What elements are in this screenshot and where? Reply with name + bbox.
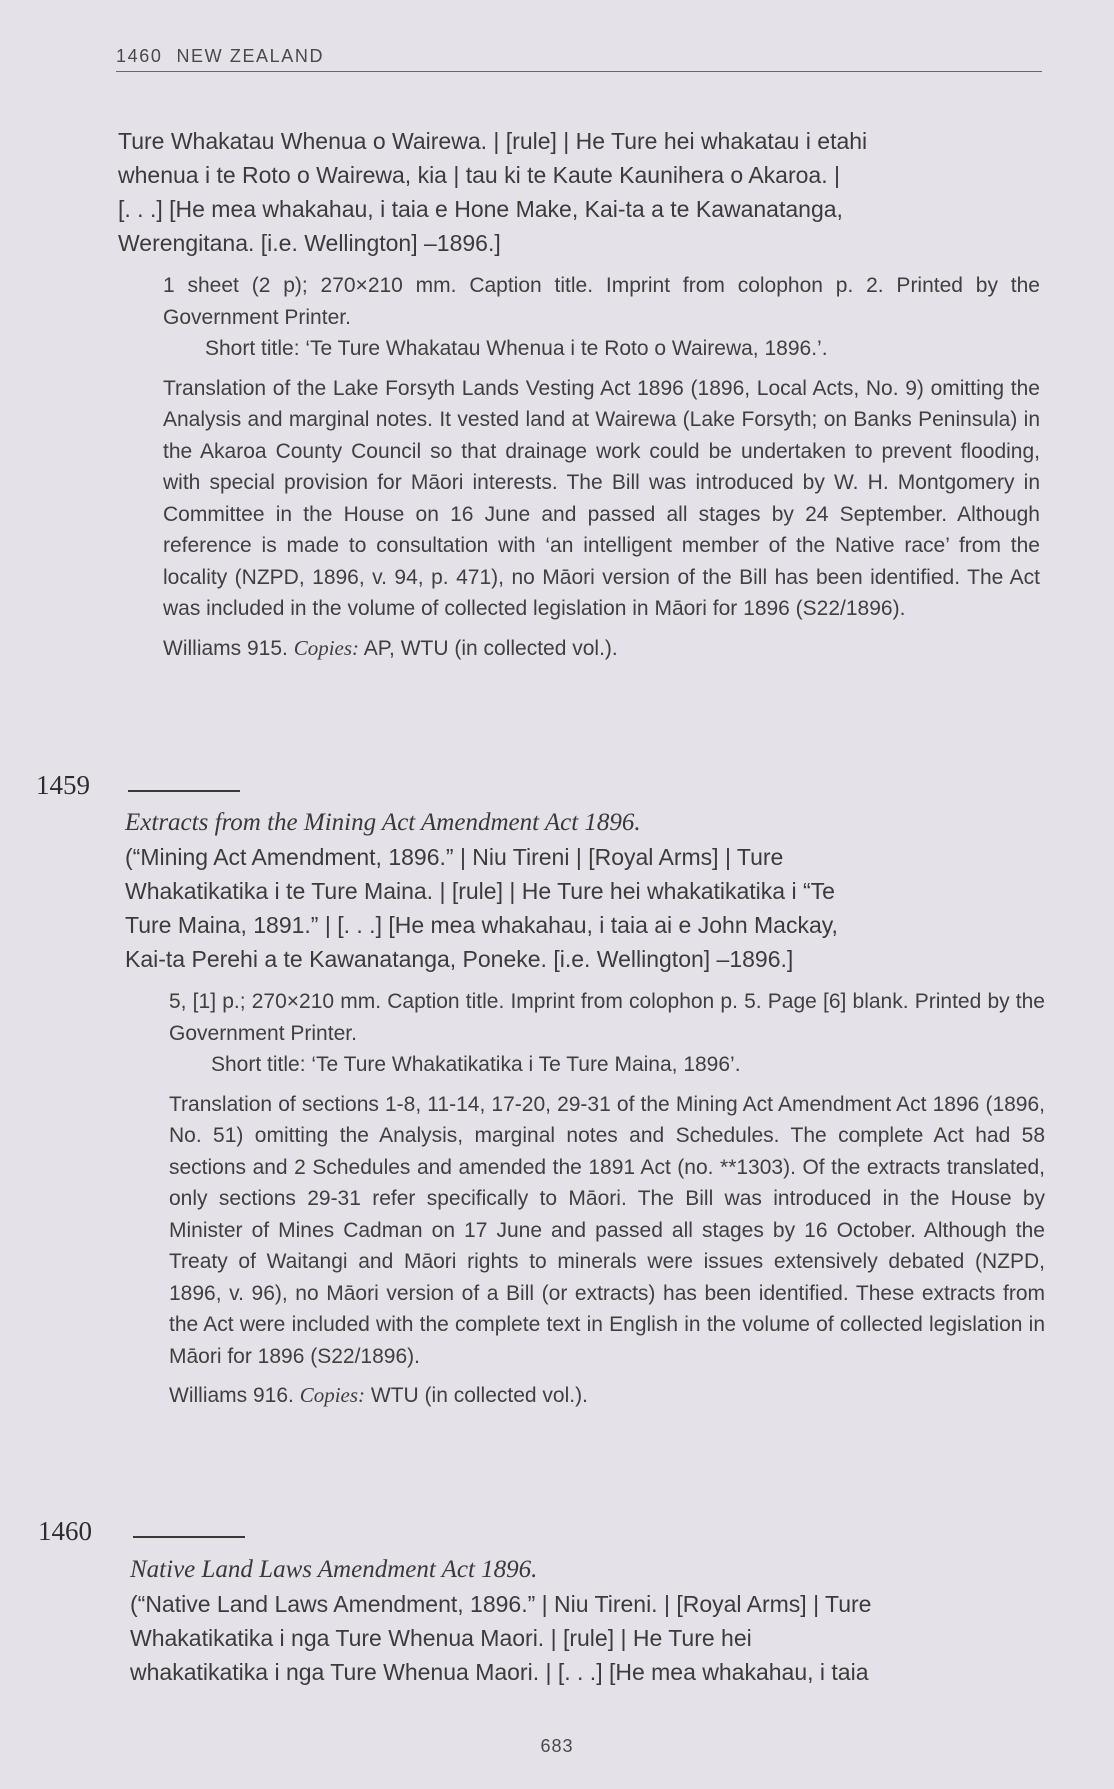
copies-reference: Williams 915. xyxy=(163,636,288,660)
entry-1459-title-block xyxy=(125,806,1045,976)
entry-rule xyxy=(133,1536,245,1538)
entry-title: Extracts from the Mining Act Amendment Act 1896. xyxy=(125,809,641,836)
copies-holdings: WTU (in collected vol.). xyxy=(370,1384,588,1407)
short-title: Short title: ‘Te Ture Whakatikatika i Te Ture Maina, 1896’. xyxy=(211,1053,741,1076)
continued-entry-description xyxy=(163,270,1040,664)
title-line: Kai-ta Perehi a te Kawanatanga, Poneke. [i.e. Wellington] –1896.] xyxy=(125,946,794,972)
title-line: Whakatikatika i te Ture Maina. | [rule] | He Ture hei whakatikatika i “Te xyxy=(125,878,835,904)
physical-description: 5, [1] p.; 270×210 mm. Caption title. Imprint from colophon p. 5. Page [6] blank. Printed by the Government Printer. xyxy=(169,990,1045,1045)
title-line: Werengitana. [i.e. Wellington] –1896.] xyxy=(118,230,501,256)
translation-note: Translation of sections 1-8, 11-14, 17-20, 29-31 of the Mining Act Amendment Act 1896 (1896, No. 51) omitting the Analysis, marginal notes and Schedules. The complete Act had 58 sections and 2 Schedules and amended the 1891 Act (no. **1303). Of the extracts translated, only sections 29-31 refer specifically to Māori. The Bill was introduced in the House by Minister of Mines Cadman on 17 June and passed all stages by 16 October. Although the Treaty of Waitangi and Māori rights to minerals were issues extensively debated (NZPD, 1896, v. 96), no Māori version of a Bill (or extracts) has been identified. These extracts from the Act were included with the complete text in English in the volume of collected legislation in Māori for 1896 (S22/1896). xyxy=(169,1092,1045,1368)
title-line: Ture Whakatau Whenua o Wairewa. | [rule] | He Ture hei whakatau i etahi xyxy=(118,128,868,154)
entry-title: Native Land Laws Amendment Act 1896. xyxy=(130,1556,538,1583)
entry-rule xyxy=(128,790,240,792)
physical-description: 1 sheet (2 p); 270×210 mm. Caption title. Imprint from colophon p. 2. Printed by the Government Printer. xyxy=(163,274,1040,329)
continued-entry-title-block xyxy=(118,124,1038,260)
entry-1459-description xyxy=(169,986,1045,1412)
title-line: (“Native Land Laws Amendment, 1896.” | Niu Tireni. | [Royal Arms] | Ture xyxy=(130,1591,872,1617)
copies-line xyxy=(169,1380,1045,1412)
translation-note: Translation of the Lake Forsyth Lands Vesting Act 1896 (1896, Local Acts, No. 9) omitting the Analysis and marginal notes. It vested land at Wairewa (Lake Forsyth; on Banks Peninsula) in the Akaroa County Council so that drainage work could be undertaken to prevent flooding, with special provision for Māori interests. The Bill was introduced by W. H. Montgomery in Committee in the House on 16 June and passed all stages by 24 September. Although reference is made to consultation with ‘an intelligent member of the Native race’ from the locality (NZPD, 1896, v. 94, p. 471), no Māori version of the Bill has been identified. The Act was included in the volume of collected legislation in Māori for 1896 (S22/1896). xyxy=(163,376,1040,620)
copies-reference: Williams 916. xyxy=(169,1384,294,1407)
entry-1460-title-block xyxy=(130,1553,1050,1689)
entry-number: 1460 xyxy=(38,1516,92,1546)
running-head-page-number: 1460 xyxy=(116,46,163,66)
running-head xyxy=(116,46,1042,72)
copies-holdings: AP, WTU (in collected vol.). xyxy=(363,636,618,660)
title-line: whakatikatika i nga Ture Whenua Maori. | [. . .] [He mea whakahau, i taia xyxy=(130,1659,869,1685)
title-line: Ture Maina, 1891.” | [. . .] [He mea whakahau, i taia ai e John Mackay, xyxy=(125,912,838,938)
title-line: (“Mining Act Amendment, 1896.” | Niu Tireni | [Royal Arms] | Ture xyxy=(125,844,784,870)
running-head-title: NEW ZEALAND xyxy=(176,46,325,66)
title-line: Whakatikatika i nga Ture Whenua Maori. | [rule] | He Ture hei xyxy=(130,1625,752,1651)
copies-line xyxy=(163,633,1040,665)
copies-label: Copies: xyxy=(293,635,360,660)
entry-transcription xyxy=(125,840,1045,976)
short-title: Short title: ‘Te Ture Whakatau Whenua i te Roto o Wairewa, 1896.’. xyxy=(205,337,828,360)
title-line: [. . .] [He mea whakahau, i taia e Hone Make, Kai-ta a te Kawanatanga, xyxy=(118,196,843,222)
continued-entry-title xyxy=(118,124,1038,260)
title-line: whenua i te Roto o Wairewa, kia | tau ki te Kaute Kaunihera o Akaroa. | xyxy=(118,162,840,188)
copies-label: Copies: xyxy=(299,1383,366,1407)
page-folio: 683 xyxy=(540,1736,574,1756)
entry-transcription xyxy=(130,1587,1050,1689)
entry-number: 1459 xyxy=(36,770,90,800)
